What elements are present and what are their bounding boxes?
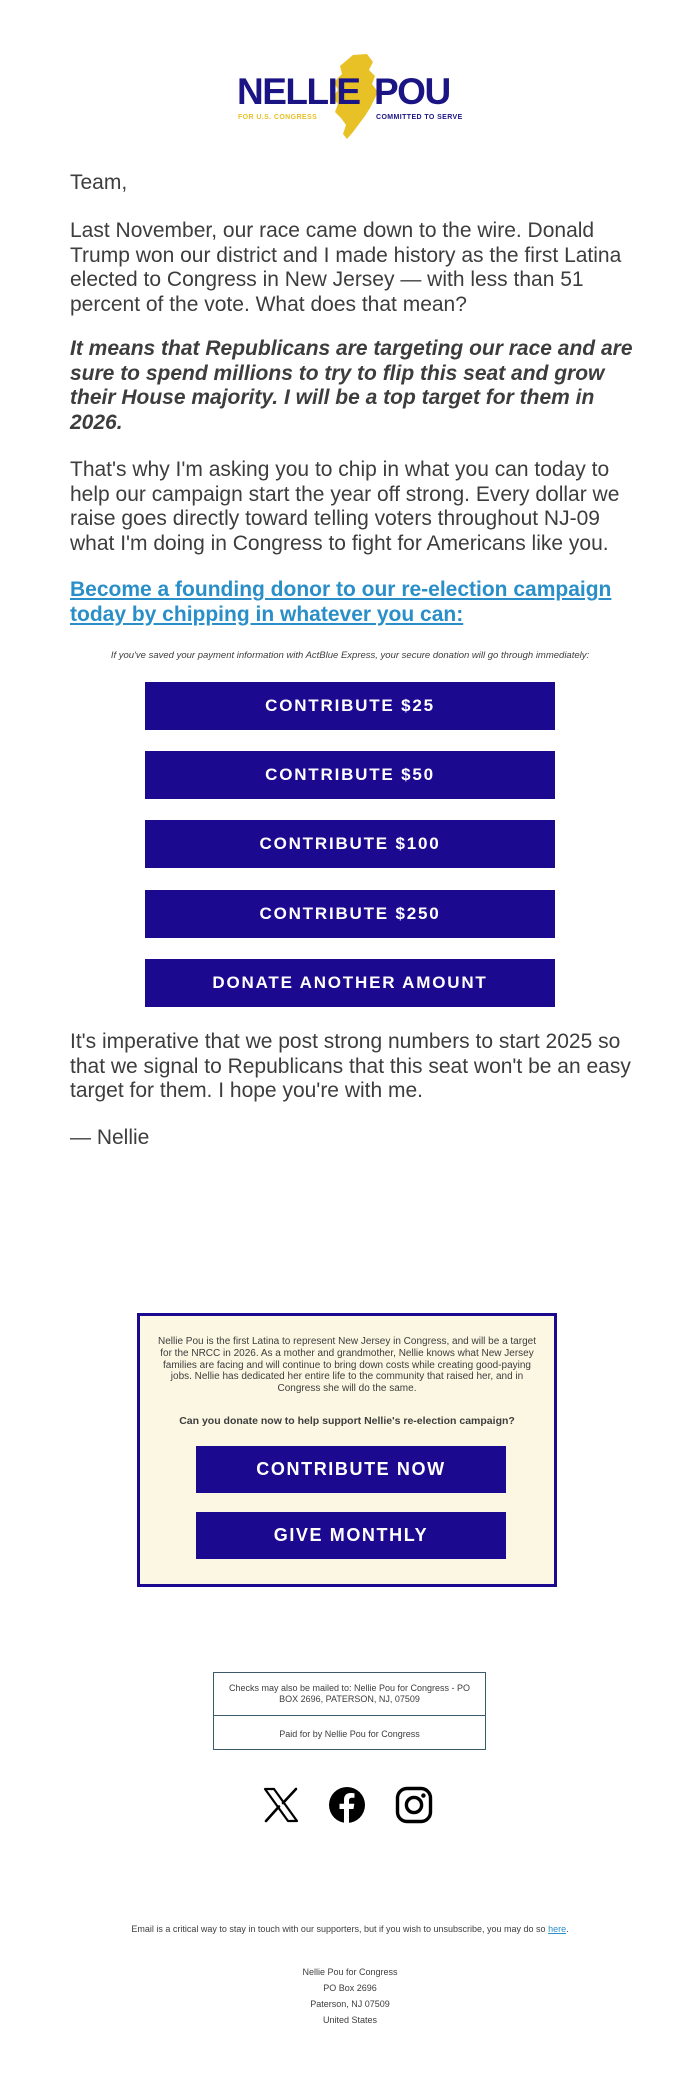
address-line: Paterson, NJ 07509 [310,1999,390,2009]
unsubscribe-text: Email is a critical way to stay in touch with our supporters, but if you wish to unsubscribe, you may do so [131,1924,546,1934]
greeting: Team, [70,171,128,194]
contribute-25-button[interactable]: CONTRIBUTE $25 [145,682,555,730]
campaign-logo[interactable] [235,52,467,142]
paragraph-republican-target: It means that Republicans are targeting our race and are sure to spend millions to try to flip this seat and grow their House majority. I will be a top target for them in 2026. [70,337,633,434]
facebook-icon[interactable] [328,1786,366,1824]
founding-donor-link[interactable]: Become a founding donor to our re-election campaign today by chipping in whatever you can: [70,578,612,626]
callout-bio: Nellie Pou is the first Latina to represent New Jersey in Congress, and will be a target for the NRCC in 2026. As a mother and grandmother, Nellie knows what New Jersey families are facing and will continue to bring down costs while creating good-paying jobs. Nellie has dedicated her entire life to the community that raised her, and in Congress she will do the same. [158,1336,536,1395]
unsubscribe-notice: Email is a critical way to stay in touch with our supporters, but if you wish to unsubscribe, you may do so here. [131,1924,569,1934]
reelection-callout-box [137,1313,557,1587]
contribute-250-button[interactable]: CONTRIBUTE $250 [145,890,555,938]
give-monthly-button[interactable]: GIVE MONTHLY [196,1512,506,1559]
logo-last-name: POU [374,71,450,112]
mail-checks-text: Checks may also be mailed to: Nellie Pou for Congress - PO BOX 2696, PATERSON, NJ, 07509 [214,1673,485,1716]
logo-tagline-right: COMMITTED TO SERVE [376,114,463,121]
signoff: — Nellie [70,1126,150,1149]
paragraph-chip-in: That's why I'm asking you to chip in what you can today to help our campaign start the year off strong. Every dollar we raise goes directly toward telling voters throughout NJ-09 what I'm doing in Congress to fight for Americans like you. [70,458,620,555]
paragraph-race-result: Last November, our race came down to the wire. Donald Trump won our district and I made history as the first Latina elected to Congress in New Jersey — with less than 51 percent of the vote. What does that mean? [70,219,622,316]
address-line: Nellie Pou for Congress [302,1967,398,1977]
unsubscribe-link[interactable]: here [548,1924,567,1934]
actblue-express-note: If you've saved your payment information with ActBlue Express, your secure donation will go through immediately: [110,650,590,661]
x-icon[interactable] [262,1786,300,1824]
instagram-icon[interactable] [395,1786,433,1824]
contribute-100-button[interactable]: CONTRIBUTE $100 [145,820,555,868]
legal-disclaimer-box [213,1672,486,1750]
donate-another-amount-button[interactable]: DONATE ANOTHER AMOUNT [145,959,555,1007]
address-line: PO Box 2696 [323,1983,377,1993]
logo-tagline-left: FOR U.S. CONGRESS [238,114,318,121]
callout-question: Can you donate now to help support Nellie's re-election campaign? [179,1415,515,1427]
mailing-address [0,1964,700,2028]
address-line: United States [322,2015,378,2025]
paid-for-text: Paid for by Nellie Pou for Congress [279,1728,420,1739]
contribute-50-button[interactable]: CONTRIBUTE $50 [145,751,555,799]
paragraph-strong-numbers: It's imperative that we post strong numbers to start 2025 so that we signal to Republicans that this seat won't be an easy target for them. I hope you're with me. [70,1030,631,1102]
contribute-now-button[interactable]: CONTRIBUTE NOW [196,1446,506,1493]
logo-first-name: NELLIE [237,71,360,112]
